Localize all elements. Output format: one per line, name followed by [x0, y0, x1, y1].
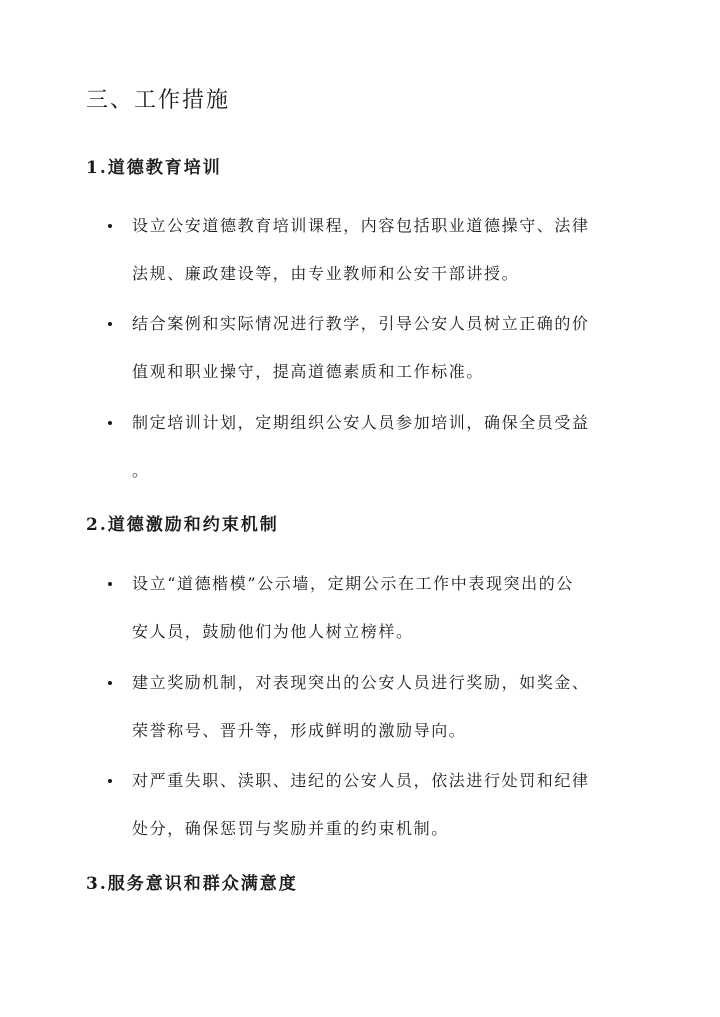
list-item	[108, 410, 618, 506]
subsection-title-2: 2.道德激励和约束机制	[86, 515, 279, 535]
bullet-icon	[108, 224, 112, 228]
list-item-line: 。	[132, 461, 150, 480]
bullet-icon	[108, 582, 112, 586]
list-item	[108, 571, 618, 667]
list-item-line: 安人员，鼓励他们为他人树立榜样。	[132, 622, 414, 641]
list-item-line: 结合案例和实际情况进行教学，引导公安人员树立正确的价	[132, 314, 590, 333]
list-item-line: 荣誉称号、晋升等，形成鲜明的激励导向。	[132, 721, 467, 740]
list-item	[108, 213, 618, 309]
list-item-line: 建立奖励机制，对表现突出的公安人员进行奖励，如奖金、	[132, 673, 590, 692]
list-item-line: 值观和职业操守，提高道德素质和工作标准。	[132, 362, 485, 381]
list-item	[108, 768, 618, 864]
list-item-line: 法规、廉政建设等，由专业教师和公安干部讲授。	[132, 264, 520, 283]
list-item	[108, 670, 618, 766]
list-item-line: 设立“道德楷模”公示墙，定期公示在工作中表现突出的公	[132, 574, 574, 593]
subsection-title-3: 3.服务意识和群众满意度	[86, 874, 298, 894]
bullet-icon	[108, 421, 112, 425]
list-item-line: 设立公安道德教育培训课程，内容包括职业道德操守、法律	[132, 216, 590, 235]
bullet-icon	[108, 681, 112, 685]
list-item-line: 对严重失职、渎职、违纪的公安人员，依法进行处罚和纪律	[132, 771, 590, 790]
list-item-line: 制定培训计划，定期组织公安人员参加培训，确保全员受益	[132, 413, 590, 432]
subsection-title-1: 1.道德教育培训	[86, 158, 222, 178]
list-item	[108, 311, 618, 407]
list-item-line: 处分，确保惩罚与奖励并重的约束机制。	[132, 819, 449, 838]
bullet-icon	[108, 322, 112, 326]
bullet-icon	[108, 779, 112, 783]
section-heading: 三、工作措施	[86, 88, 231, 113]
